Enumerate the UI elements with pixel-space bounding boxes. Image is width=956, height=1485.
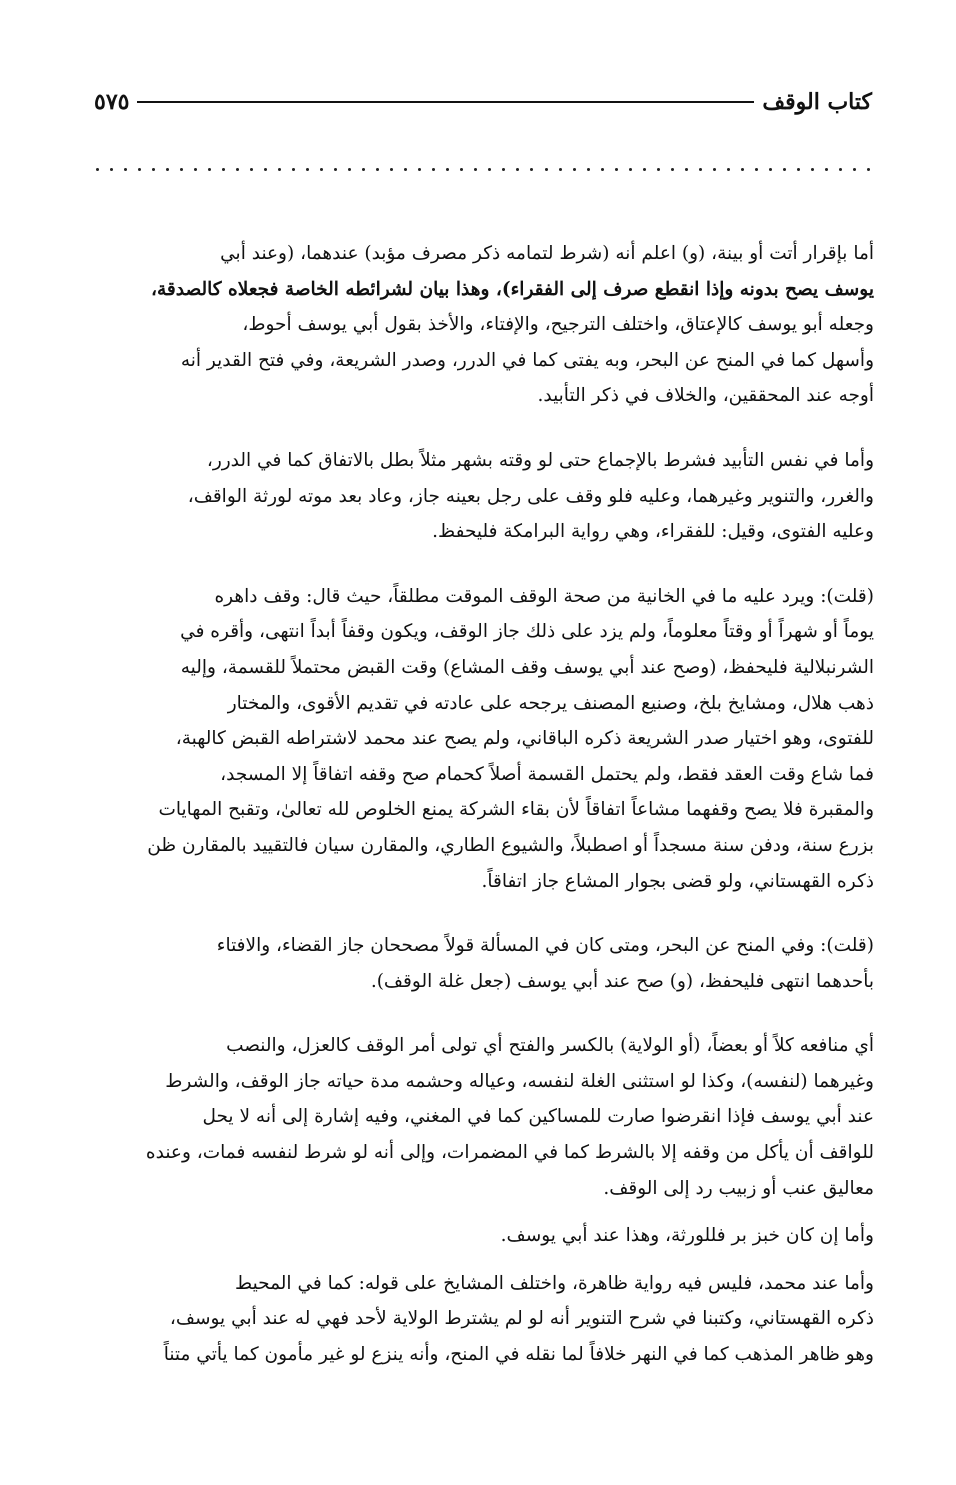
separator-dot xyxy=(530,168,533,171)
text-line: معاليق عنب أو زبيب رد إلى الوقف. xyxy=(603,1177,874,1199)
separator-dot xyxy=(390,168,393,171)
separator-dot xyxy=(685,168,688,171)
separator-dot xyxy=(348,168,351,171)
separator-dot xyxy=(474,168,477,171)
paragraph-gap xyxy=(96,414,874,443)
separator-dot xyxy=(615,168,618,171)
separator-dot xyxy=(208,168,211,171)
separator-dot xyxy=(727,168,730,171)
separator-dot xyxy=(250,168,253,171)
text-line: بزرع سنة، ودفن سنة مسجداً أو اصطبلاً، والشيوع الطاري، والمقارن سيان فالتقييد بالمقارن ظن xyxy=(147,834,874,856)
separator-dot xyxy=(446,168,449,171)
text-line: ذكره القهستاني، ولو قضى بجوار المشاع جاز اتفاقاً. xyxy=(481,870,874,892)
separator-dot xyxy=(516,168,519,171)
running-header xyxy=(94,84,872,120)
separator-dot xyxy=(867,168,870,171)
page-body xyxy=(96,236,874,1386)
separator-dot xyxy=(559,168,562,171)
separator-dot xyxy=(643,168,646,171)
paragraph-2 xyxy=(96,443,874,550)
text-line: للواقف أن يأكل من وقفه إلا بالشرط كما في المضمرات، وإلى أنه لو شرط لنفسه فمات، وعنده xyxy=(145,1142,874,1164)
chapter-title: كتاب الوقف xyxy=(762,89,872,115)
separator-dot xyxy=(292,168,295,171)
separator-dot xyxy=(166,168,169,171)
header-rule xyxy=(137,101,754,103)
separator-dot xyxy=(404,168,407,171)
text-line: وهو ظاهر المذهب كما في النهر خلافاً لما نقله في المنح، وأنه ينزع لو غير مأمون كما يأتي متناً xyxy=(163,1344,874,1366)
separator-dot xyxy=(194,168,197,171)
paragraph-gap xyxy=(96,999,874,1028)
text-line: الشرنبلالية فليحفظ، (وصح عند أبي يوسف وقف المشاع) وقت القبض محتملاً للقسمة، وإليه xyxy=(180,656,874,678)
text-line: وأسهل كما في المنح عن البحر، وبه يفتى كما في الدرر، وصدر الشريعة، وفي فتح القدير أنه xyxy=(180,349,874,371)
separator-dot xyxy=(222,168,225,171)
separator-dot xyxy=(601,168,604,171)
text-line: والمقبرة فلا يصح وقفهما مشاعاً اتفاقاً لأن بقاء الشركة يمنع الخلوص لله تعالىٰ، وتقبح المهايات xyxy=(158,799,874,821)
separator-dot xyxy=(587,168,590,171)
separator-dot xyxy=(124,168,127,171)
text-line: وجعله أبو يوسف كالإعتاق، واختلف الترجيح، والإفتاء، والأخذ بقول أبي يوسف أحوط، xyxy=(242,314,874,336)
separator-dot xyxy=(138,168,141,171)
separator-dot xyxy=(629,168,632,171)
separator-dot xyxy=(96,168,99,171)
paragraph-3 xyxy=(96,579,874,899)
separator-dot xyxy=(278,168,281,171)
separator-dot xyxy=(418,168,421,171)
text-line: (قلت): ويرد عليه ما في الخانية من صحة الوقف الموقت مطلقاً، حيث قال: وقف داهره xyxy=(214,585,874,607)
text-line: (قلت): وفي المنح عن البحر، ومتى كان في المسألة قولاً مصححان جاز القضاء، والافتاء xyxy=(216,935,874,957)
paragraph-4 xyxy=(96,928,874,999)
text-line: يوماً أو شهراً أو وقتاً معلوماً، ولم يزد على ذلك جاز الوقف، ويكون وقفاً أبداً انتهى، وأقره في xyxy=(180,621,874,643)
paragraph-7 xyxy=(96,1266,874,1373)
separator-dot xyxy=(460,168,463,171)
text-line: ذهب هلال، ومشايخ بلخ، وصنيع المصنف يرجحه على عادته في تقديم الأقوى، والمختار xyxy=(227,692,874,714)
separator-dot xyxy=(839,168,842,171)
separator-dot xyxy=(825,168,828,171)
text-line: والغرر، والتنوير وغيرهما، وعليه فلو وقف على رجل بعينه جاز، وعاد بعد موته لورثة الواقف، xyxy=(187,485,874,507)
separator-dot xyxy=(755,168,758,171)
separator-dot xyxy=(236,168,239,171)
text-line: عند أبي يوسف فإذا انقرضوا صارت للمساكين كما في المغني، وفيه إشارة إلى أنه لا يحل xyxy=(202,1106,874,1128)
text-line: وغيرهما (لنفسه)، وكذا لو استثنى الغلة لنفسه، وعياله وحشمه مدة حياته جاز الوقف، والشرط xyxy=(165,1070,874,1092)
separator-dot xyxy=(152,168,155,171)
page-number: ٥٧٥ xyxy=(94,89,130,115)
separator-dot xyxy=(320,168,323,171)
separator-dot xyxy=(573,168,576,171)
separator-dot xyxy=(488,168,491,171)
paragraph-gap xyxy=(96,1206,874,1218)
text-line: أي منافعه كلاً أو بعضاً، (أو الولاية) بالكسر والفتح أي تولى أمر الوقف كالعزل، والنصب xyxy=(226,1035,874,1057)
separator-dot xyxy=(797,168,800,171)
text-line: للفتوى، وهو اختيار صدر الشريعة ذكره الباقاني، ولم يصح عند محمد لاشتراطه القبض كالهبة، xyxy=(175,728,874,750)
separator-dot xyxy=(432,168,435,171)
paragraph-1 xyxy=(96,236,874,414)
separator-dot xyxy=(306,168,309,171)
separator-dot xyxy=(741,168,744,171)
text-line: يوسف يصح بدونه وإذا انقطع صرف إلى الفقراء)، وهذا بيان لشرائطه الخاصة فجعلاه كالصدقة، xyxy=(151,278,874,300)
text-line: ذكره القهستاني، وكتبنا في شرح التنوير أنه لو لم يشترط الولاية لأحد فهي له عند أبي يوسف، xyxy=(169,1308,874,1330)
separator-dot xyxy=(657,168,660,171)
text-line: وعليه الفتوى، وقيل: للفقراء، وهي رواية البرامكة فليحفظ. xyxy=(432,521,874,543)
text-line: فما شاع وقت العقد فقط، ولم يحتمل القسمة أصلاً كحمام صح وقفه اتفاقاً إلا المسجد، xyxy=(220,763,874,785)
text-line: بأحدهما انتهى فليحفظ، (و) صح عند أبي يوسف (جعل غلة الوقف). xyxy=(370,970,874,992)
separator-dot xyxy=(671,168,674,171)
paragraph-gap xyxy=(96,1254,874,1266)
separator-dot xyxy=(362,168,365,171)
separator-dot xyxy=(699,168,702,171)
separator-dot xyxy=(769,168,772,171)
separator-dot xyxy=(713,168,716,171)
paragraph-gap xyxy=(96,899,874,928)
separator-dot xyxy=(110,168,113,171)
dotted-separator xyxy=(96,160,870,178)
separator-dot xyxy=(502,168,505,171)
text-line: أوجه عند المحققين، والخلاف في ذكر التأبيد. xyxy=(537,385,874,407)
separator-dot xyxy=(545,168,548,171)
separator-dot xyxy=(783,168,786,171)
paragraph-6 xyxy=(96,1218,874,1254)
separator-dot xyxy=(264,168,267,171)
separator-dot xyxy=(811,168,814,171)
text-line: وأما في نفس التأبيد فشرط بالإجماع حتى لو وقته بشهر مثلاً بطل بالاتفاق كما في الدرر، xyxy=(206,449,874,471)
separator-dot xyxy=(853,168,856,171)
separator-dot xyxy=(334,168,337,171)
separator-dot xyxy=(376,168,379,171)
text-line: وأما إن كان خبز بر فللورثة، وهذا عند أبي يوسف. xyxy=(500,1225,874,1247)
text-line: أما بإقرار أتت أو بينة، (و) اعلم أنه (شرط لتمامه ذكر مصرف مؤبد) عندهما، (وعند أبي xyxy=(220,243,874,264)
text-line: وأما عند محمد، فليس فيه رواية ظاهرة، واختلف المشايخ على قوله: كما في المحيط xyxy=(235,1272,874,1294)
separator-dot xyxy=(180,168,183,171)
paragraph-gap xyxy=(96,550,874,579)
paragraph-5 xyxy=(96,1028,874,1206)
